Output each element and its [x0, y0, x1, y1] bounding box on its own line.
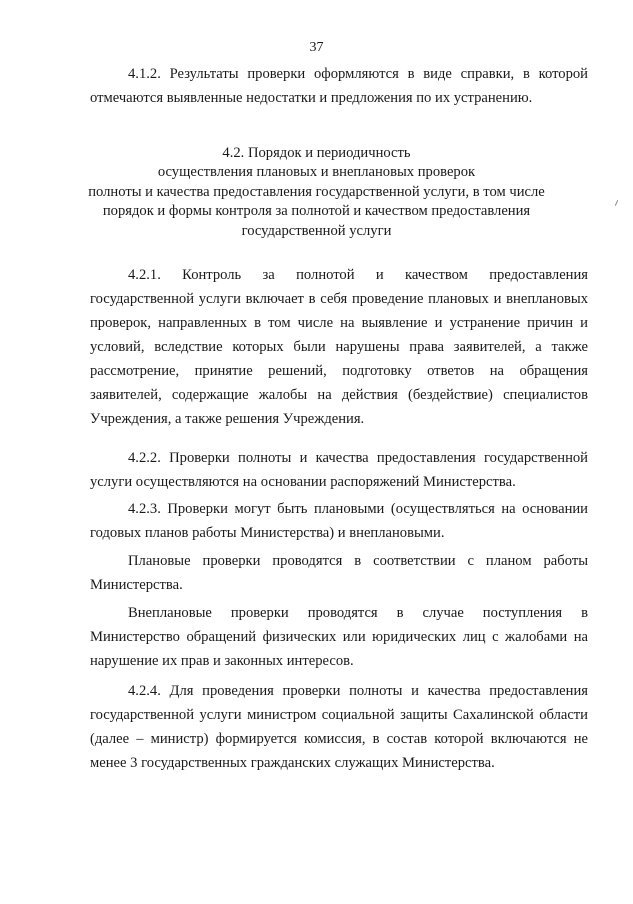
paragraph-unplanned-checks: Внеплановые проверки проводятся в случае поступления в Министерство обращений физических или юридических лиц с жалобами на нарушение их прав и законных интересов. — [90, 605, 588, 669]
section-heading-line: полноты и качества предоставления государственной услуги, в том числе — [88, 183, 545, 200]
paragraph-4-1-2: 4.1.2. Результаты проверки оформляются в виде справки, в которой отмечаются выявленные недостатки и предложения по их устранению. — [90, 66, 588, 106]
paragraph-4-2-1: 4.2.1. Контроль за полнотой и качеством предоставления государственной услуги включает в себя проведение плановых и внеплановых проверок, направленных в том числе на выявление и устранение причин и условий, вследствие которых были нарушены права заявителей, а также рассмотрение, принятие решений, подготовку ответов на обращения заявителей, содержащие жалобы на действия (бездействие) специалистов Учреждения, а также решения Учреждения. — [90, 267, 588, 427]
paragraph-4-2-4: 4.2.4. Для проведения проверки полноты и качества предоставления государственной услуги министром социальной защиты Сахалинской области (далее – министр) формируется комиссия, в состав которой включаются не менее 3 государственных гражданских служащих Министерства. — [90, 683, 588, 771]
section-heading-line: порядок и формы контроля за полнотой и качеством предоставления — [102, 203, 531, 220]
page-number: 37 — [309, 40, 324, 55]
section-heading — [0, 144, 633, 241]
section-heading-line: 4.2. Порядок и периодичность — [222, 145, 411, 161]
section-heading-line: осуществления плановых и внеплановых проверок — [157, 164, 476, 181]
paragraph-4-2-3: 4.2.3. Проверки могут быть плановыми (осуществляться на основании годовых планов работы Министерства) и внеплановыми. — [90, 501, 588, 541]
paragraph-planned-checks: Плановые проверки проводятся в соответствии с планом работы Министерства. — [90, 553, 588, 593]
section-heading-line: государственной услуги — [241, 222, 392, 239]
paragraph-4-2-2: 4.2.2. Проверки полноты и качества предоставления государственной услуги осуществляются на основании распоряжений Министерства. — [90, 450, 588, 490]
